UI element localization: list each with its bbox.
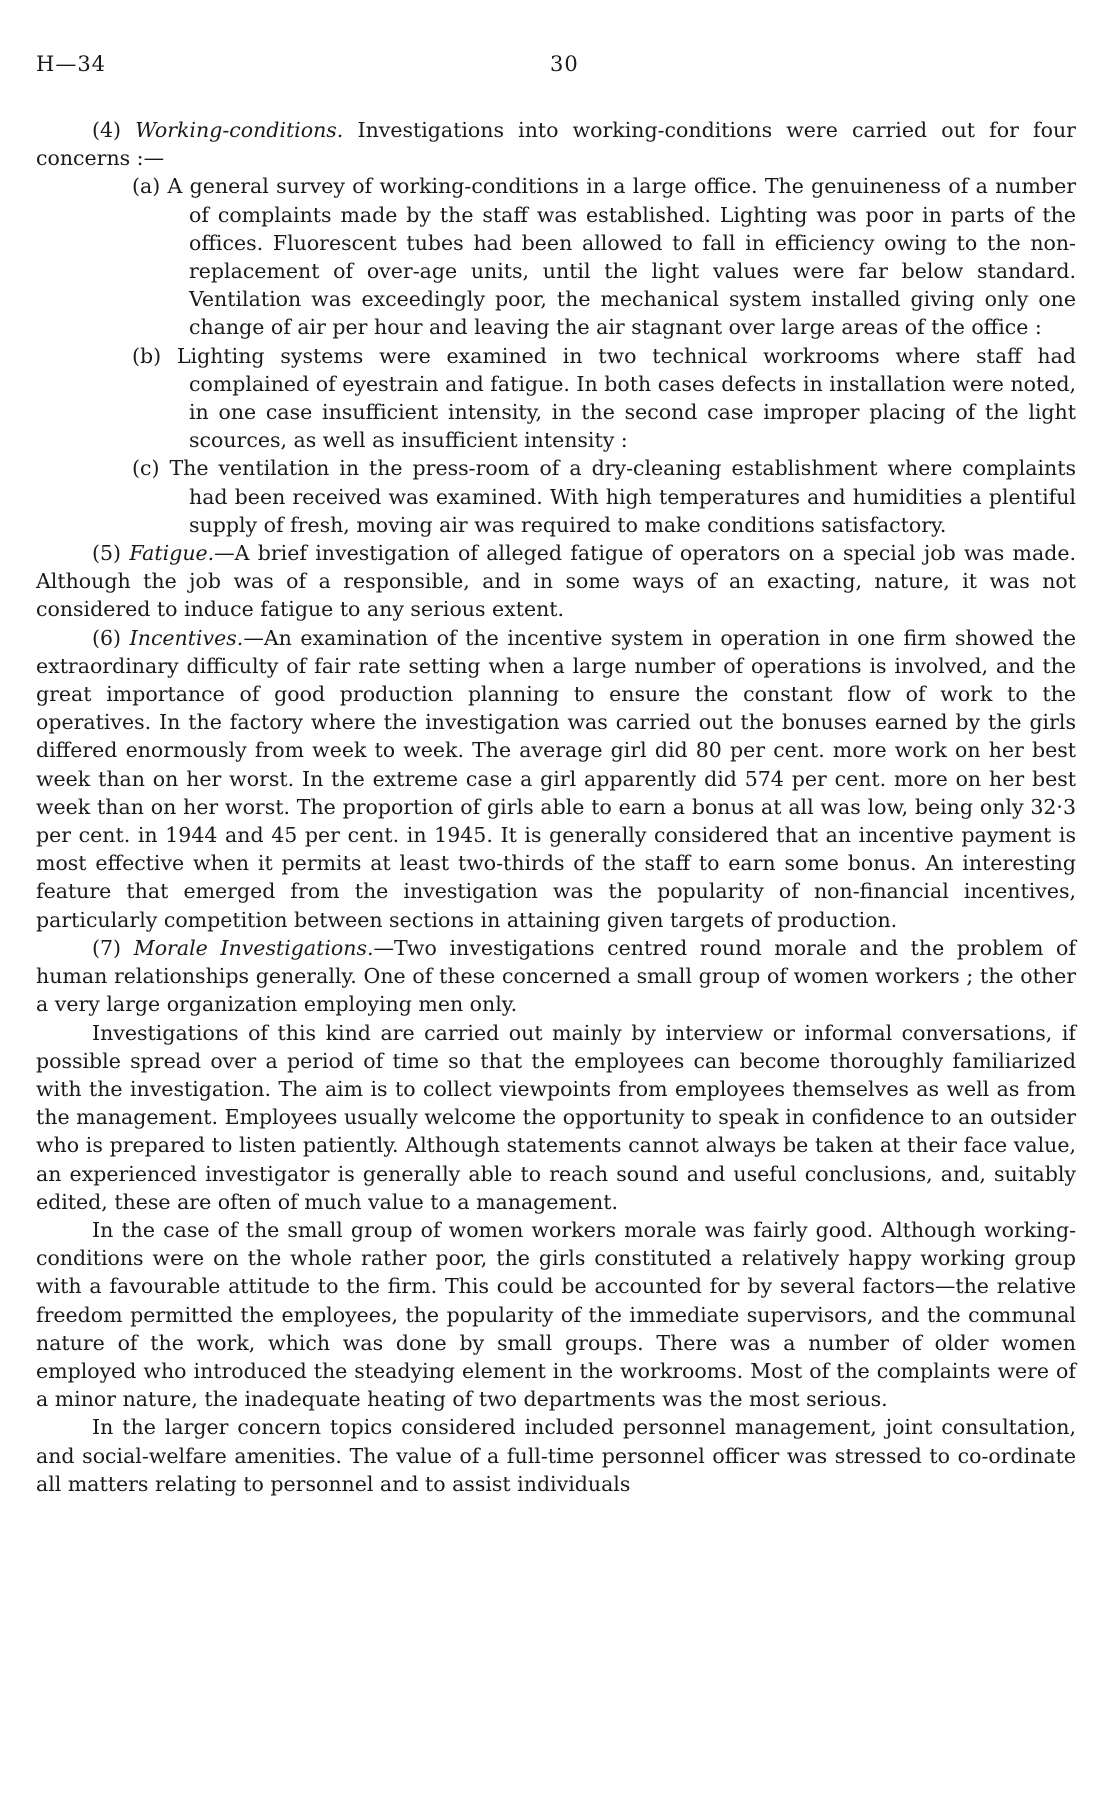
section-7-heading: Morale Investigations. <box>133 935 374 960</box>
page-body <box>36 116 1076 1498</box>
section-4-intro <box>36 116 1076 172</box>
list-item <box>36 342 1076 455</box>
section-6-paragraph <box>36 624 1076 934</box>
section-7-paragraph <box>36 934 1076 1019</box>
section-6-heading: Incentives. <box>129 625 244 650</box>
list-item-label: (a) <box>132 174 161 199</box>
section-4-number: (4) <box>92 118 122 142</box>
section-6-text: —An examination of the incentive system in operation in one firm showed the extraordinary difficulty of fair rate setting when a large number of operations is involved, and the great importance of good production planning to ensure the constant flow of work to the operatives. In the factory where the investigation was carried out the bonuses earned by the girls differed enormously from week to week. The average girl did 80 per cent. more work on her best week than on her worst. In the extreme case a girl apparently did 574 per cent. more on her best week than on her worst. The proportion of girls able to earn a bonus at all was low, being only 32·3 per cent. in 1944 and 45 per cent. in 1945. It is generally considered that an incentive payment is most effective when it permits at least two-thirds of the staff to earn some bonus. An interesting feature that emerged from the investigation was the popularity of non-financial incentives, particularly competition between sections in attaining given targets of production. <box>36 625 1076 932</box>
list-item <box>36 454 1076 539</box>
list-item-text: Lighting systems were examined in two technical workrooms where staff had complained of eyestrain and fatigue. In both cases defects in installation were noted, in one case insufficient intensity, in the second case improper placing of the light scources, as well as insufficient intensity : <box>176 343 1076 453</box>
body-paragraph: In the case of the small group of women workers morale was fairly good. Although working-conditions were on the whole rather poor, the girls constituted a relatively happy working group with a favourable attitude to the firm. This could be accounted for by several factors—the relative freedom permitted the employees, the popularity of the immediate supervisors, and the communal nature of the work, which was done by small groups. There was a number of older women employed who introduced the steadying element in the workrooms. Most of the complaints were of a minor nature, the inadequate heating of two departments was the most serious. <box>36 1217 1076 1412</box>
section-6-number: (6) <box>92 625 122 650</box>
list-item-label: (b) <box>132 343 162 368</box>
document-code: H—34 <box>36 52 107 76</box>
page-header <box>36 52 1078 82</box>
section-5-heading: Fatigue. <box>129 541 215 566</box>
list-item-text: The ventilation in the press-room of a dry-cleaning establishment where complaints had been received was examined. With high temperatures and humidities a plentiful supply of fresh, moving air was required to make conditions satisfactory. <box>169 456 1076 537</box>
section-5-number: (5) <box>92 541 122 566</box>
section-7-text: —Two investigations centred round morale and the problem of human relationships generally. One of these concerned a small group of women workers ; the other a very large organization employing men only. <box>36 935 1076 1017</box>
section-5-text: —A brief investigation of alleged fatigue of operators on a special job was made. Although the job was of a responsible, and in some ways of an exacting, nature, it was not considered to induce fatigue to any serious extent. <box>36 541 1076 622</box>
body-paragraph: In the larger concern topics considered included personnel management, joint consultation, and social-welfare amenities. The value of a full-time personnel officer was stressed to co-ordinate all matters relating to personnel and to assist individuals <box>36 1415 1076 1496</box>
section-5-paragraph <box>36 539 1076 624</box>
list-item <box>36 172 1076 341</box>
list-item-text: A general survey of working-conditions in a large office. The genuineness of a number of complaints made by the staff was established. Lighting was poor in parts of the offices. Fluorescent tubes had been allowed to fall in efficiency owing to the non-replacement of over-age units, until the light values were far below standard. Ventilation was exceedingly poor, the mechanical system installed giving only one change of air per hour and leaving the air stagnant over large areas of the office : <box>167 174 1076 340</box>
page-number: 30 <box>550 52 579 76</box>
list-item-label: (c) <box>132 456 160 481</box>
section-7-number: (7) <box>92 935 122 960</box>
section-4-intro-text: Investigations into working-conditions were carried out for four concerns :— <box>36 118 1076 171</box>
section-4-heading: Working-conditions. <box>135 118 344 142</box>
body-paragraph: Investigations of this kind are carried out mainly by interview or informal conversations, if possible spread over a period of time so that the employees can become thoroughly familiarized with the investigation. The aim is to collect viewpoints from employees themselves as well as from the management. Employees usually welcome the opportunity to speak in confidence to an outsider who is prepared to listen patiently. Although statements cannot always be taken at their face value, an experienced investigator is generally able to reach sound and useful conclusions, and, suitably edited, these are often of much value to a management. <box>36 1020 1076 1214</box>
